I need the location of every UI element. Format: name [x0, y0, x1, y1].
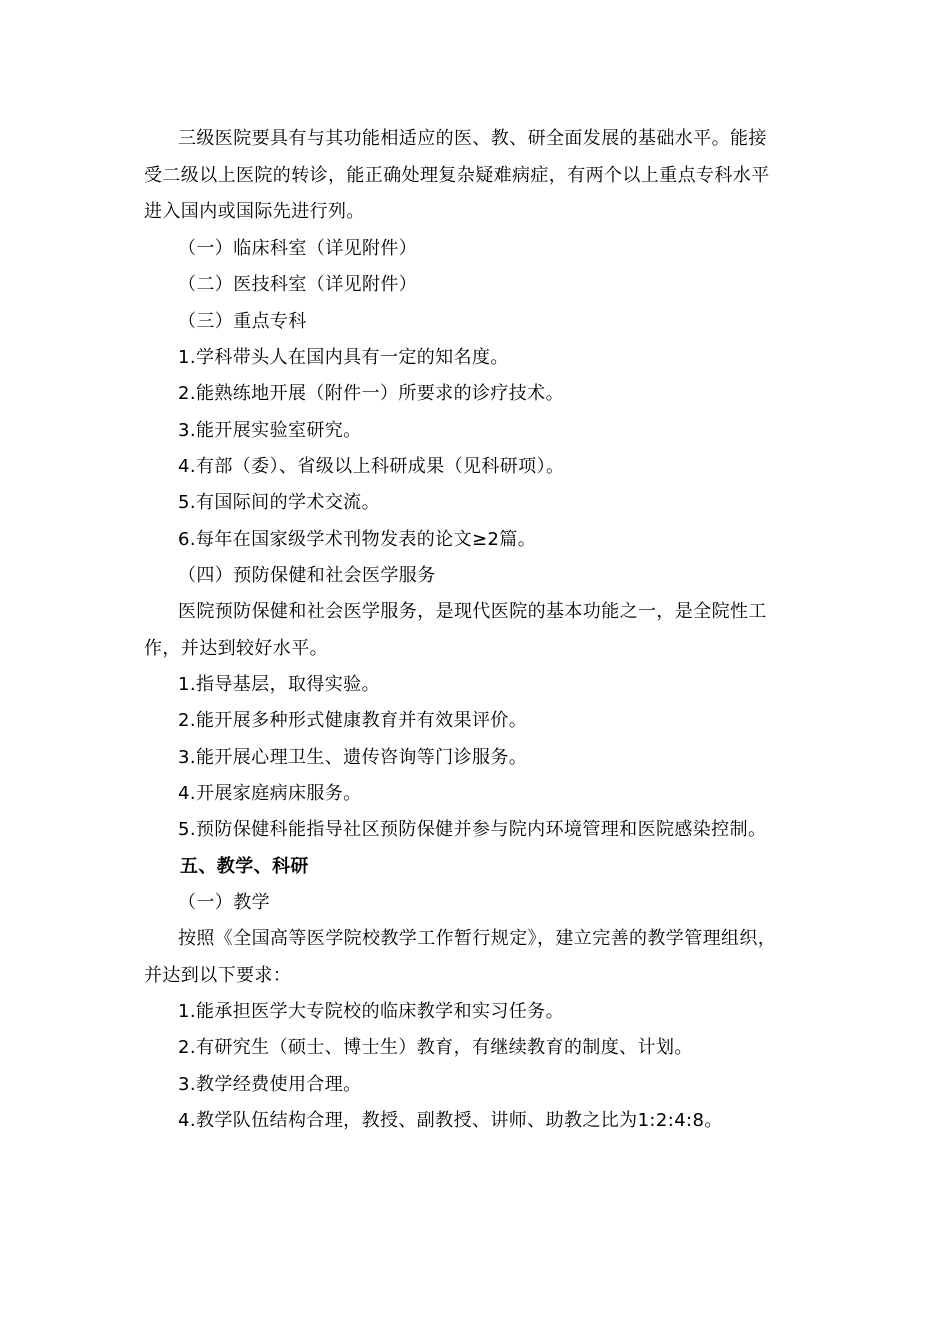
key-item-3: 3.能开展实验室研究。: [178, 420, 362, 441]
section-prevention: （四）预防保健和社会医学服务: [178, 565, 436, 586]
intro-line-2: 受二级以上医院的转诊，能正确处理复杂疑难病症，有两个以上重点专科水平: [144, 165, 770, 186]
teaching-para-line-1: 按照《全国高等医学院校教学工作暂行规定》，建立完善的教学管理组织，: [178, 928, 777, 949]
prevention-item-1: 1.指导基层，取得实验。: [178, 674, 380, 695]
prevention-para-line-1: 医院预防保健和社会医学服务，是现代医院的基本功能之一，是全院性工: [178, 601, 767, 622]
intro-line-1: 三级医院要具有与其功能相适应的医、教、研全面发展的基础水平。能接: [178, 128, 767, 149]
chapter-5-title: 五、教学、科研: [180, 856, 309, 877]
key-item-4: 4.有部（委）、省级以上科研成果（见科研项）。: [178, 456, 565, 477]
teaching-item-2: 2.有研究生（硕士、博士生）教育，有继续教育的制度、计划。: [178, 1037, 693, 1058]
teaching-item-3: 3.教学经费使用合理。: [178, 1074, 362, 1095]
prevention-para-line-2: 作，并达到较好水平。: [144, 638, 328, 659]
key-item-1: 1.学科带头人在国内具有一定的知名度。: [178, 347, 509, 368]
prevention-item-3: 3.能开展心理卫生、遗传咨询等门诊服务。: [178, 747, 528, 768]
prevention-item-5: 5.预防保健科能指导社区预防保健并参与院内环境管理和医院感染控制。: [178, 819, 767, 840]
teaching-item-4: 4.教学队伍结构合理，教授、副教授、讲师、助教之比为1:2:4:8。: [178, 1110, 723, 1131]
prevention-item-2: 2.能开展多种形式健康教育并有效果评价。: [178, 710, 528, 731]
key-item-5: 5.有国际间的学术交流。: [178, 492, 380, 513]
teaching-para-line-2: 并达到以下要求：: [144, 965, 292, 986]
section-key-specialties: （三）重点专科: [178, 311, 307, 332]
teaching-item-1: 1.能承担医学大专院校的临床教学和实习任务。: [178, 1001, 564, 1022]
section-clinical-departments: （一）临床科室（详见附件）: [178, 238, 418, 259]
prevention-item-4: 4.开展家庭病床服务。: [178, 783, 362, 804]
key-item-6: 6.每年在国家级学术刊物发表的论文≥2篇。: [178, 529, 537, 550]
key-item-2: 2.能熟练地开展（附件一）所要求的诊疗技术。: [178, 383, 564, 404]
intro-line-3: 进入国内或国际先进行列。: [144, 201, 365, 222]
section-teaching: （一）教学: [178, 892, 270, 913]
section-medical-tech-departments: （二）医技科室（详见附件）: [178, 274, 418, 295]
